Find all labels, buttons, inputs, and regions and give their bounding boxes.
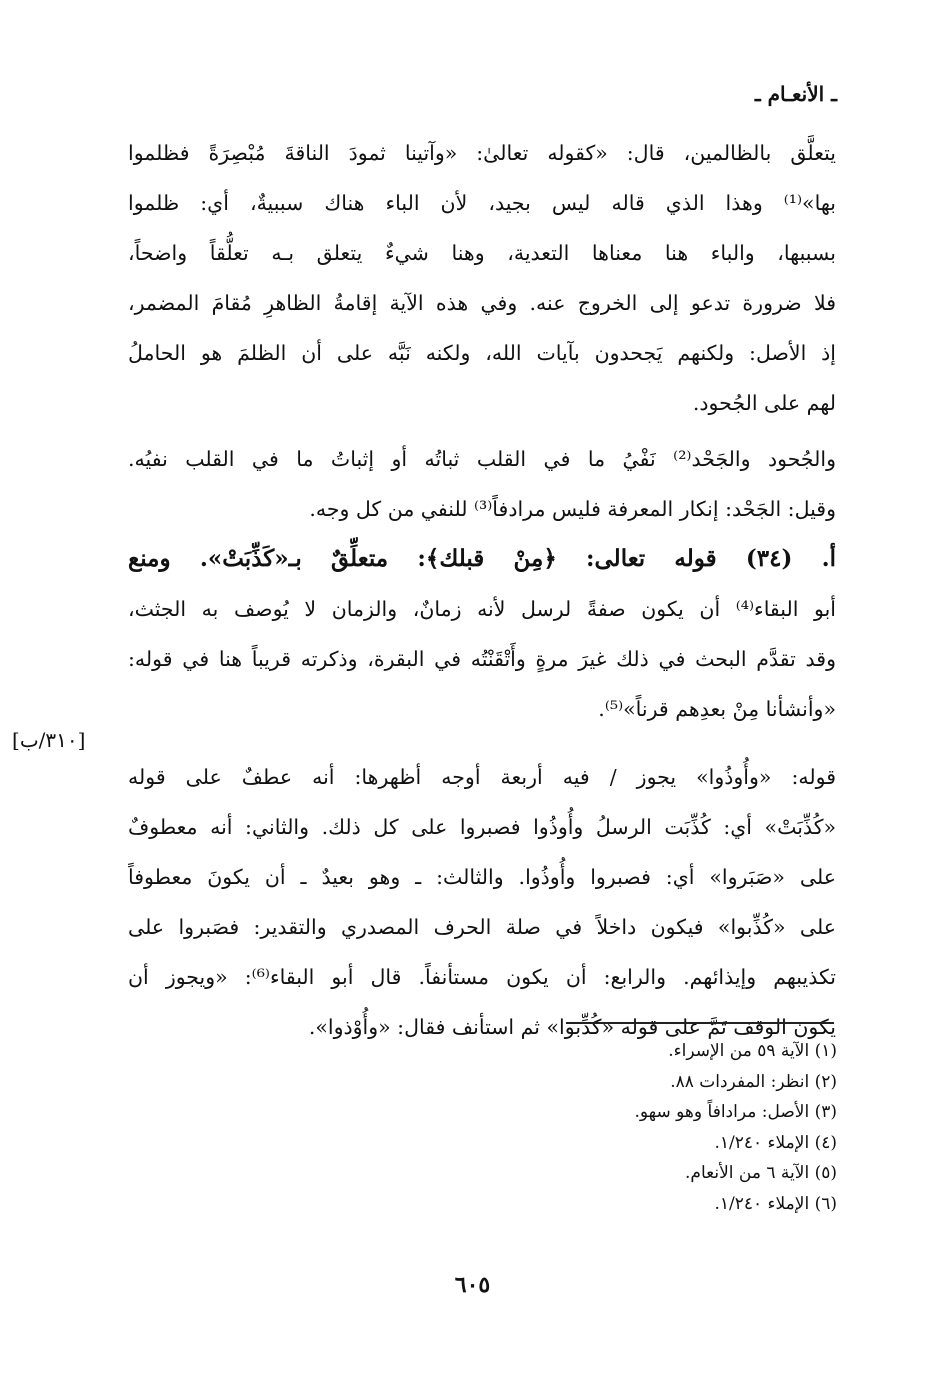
main-text — [128, 128, 836, 1052]
footnote-separator — [566, 1022, 834, 1024]
text-line: على «صَبَروا» أي: فصبروا وأُوذُوا. والثالث: ـ وهو بعيدٌ ـ أن يكونَ معطوفاً — [128, 865, 836, 889]
page-number: ٦٠٥ — [454, 1272, 491, 1298]
text-line: بها»⁽¹⁾ وهذا الذي قاله ليس بجيد، لأن الباء هناك سببيةٌ، أي: ظلموا — [128, 191, 836, 215]
text-line: فلا ضرورة تدعو إلى الخروج عنه. وفي هذه الآية إقامةُ الظاهرِ مُقامَ المضمر، — [128, 291, 836, 315]
margin-folio-note: [٣١٠/ب] — [12, 728, 86, 752]
text-line: والجُحود والجَحْد⁽²⁾ نَفْيُ ما في القلب ثباتُه أو إثباتُ ما في القلب نفيُه. — [128, 447, 836, 471]
text-line: على «كُذِّبوا» فيكون داخلاً في صلة الحرف المصدري والتقدير: فصَبروا على — [128, 915, 836, 939]
footnote: (٥) الآية ٦ من الأنعام. — [685, 1163, 837, 1183]
text-line: بسببها، والباء هنا معناها التعدية، وهنا شيءٌ يتعلق بـه تعلُّقاً واضحاً، — [128, 241, 836, 265]
text-line: «كُذِّبَتْ» أي: كُذِّبَت الرسلُ وأُوذُوا فصبروا على كل ذلك. والثاني: أنه معطوفٌ — [128, 815, 836, 839]
running-header: ـ الأنعـام ـ — [754, 82, 837, 106]
footnotes — [634, 1036, 837, 1219]
text-line: قوله: «وأُوذُوا» يجوز / فيه أربعة أوجه أظهرها: أنه عطفٌ على قوله — [128, 765, 836, 789]
footnote: (٣) الأصل: مرادافاً وهو سهو. — [634, 1102, 837, 1122]
text-line: إذ الأصل: ولكنهم يَجحدون بآيات الله، ولكنه نَبَّه على أن الظلمَ هو الحاملُ — [128, 341, 836, 365]
text-line: يكون الوقف تَمَّ على قوله «كُذِّبوا» ثم استأنف فقال: «وأُوْذوا». — [308, 1015, 836, 1039]
footnote: (٤) الإملاء ١/٢٤٠. — [714, 1132, 837, 1153]
text-line: وقيل: الجَحْد: إنكار المعرفة فليس مرادفاً⁽³⁾ للنفي من كل وجه. — [309, 497, 836, 521]
footnote: (١) الآية ٥٩ من الإسراء. — [668, 1041, 837, 1061]
footnote: (٢) انظر: المفردات ٨٨. — [670, 1071, 837, 1092]
text-line: لهم على الجُحود. — [692, 391, 836, 415]
verse-heading-line: أ. (٣٤) قوله تعالى: ﴿مِنْ قبلك﴾: متعلِّقٌ بـ«كَذِّبَتْ». ومنع — [128, 545, 836, 572]
text-line: أبو البقاء⁽⁴⁾ أن يكون صفةً لرسل لأنه زمانٌ، والزمان لا يُوصف به الجثث، — [128, 597, 836, 621]
text-line: وقد تقدَّم البحث في ذلك غيرَ مرةٍ وأَتْقَنْتُه في البقرة، وذكرته قريباً هنا في قوله: — [128, 647, 836, 671]
footnote: (٦) الإملاء ١/٢٤٠. — [714, 1193, 837, 1214]
text-line: يتعلَّق بالظالمين، قال: «كقوله تعالىٰ: «وآتينا ثمودَ الناقةَ مُبْصِرَةً فظلموا — [128, 141, 836, 165]
text-line: تكذيبهم وإيذائهم. والرابع: أن يكون مستأنفاً. قال أبو البقاء⁽⁶⁾: «ويجوز أن — [128, 965, 836, 989]
text-line: «وأنشأنا مِنْ بعدِهم قرناً»⁽⁵⁾. — [598, 697, 836, 721]
